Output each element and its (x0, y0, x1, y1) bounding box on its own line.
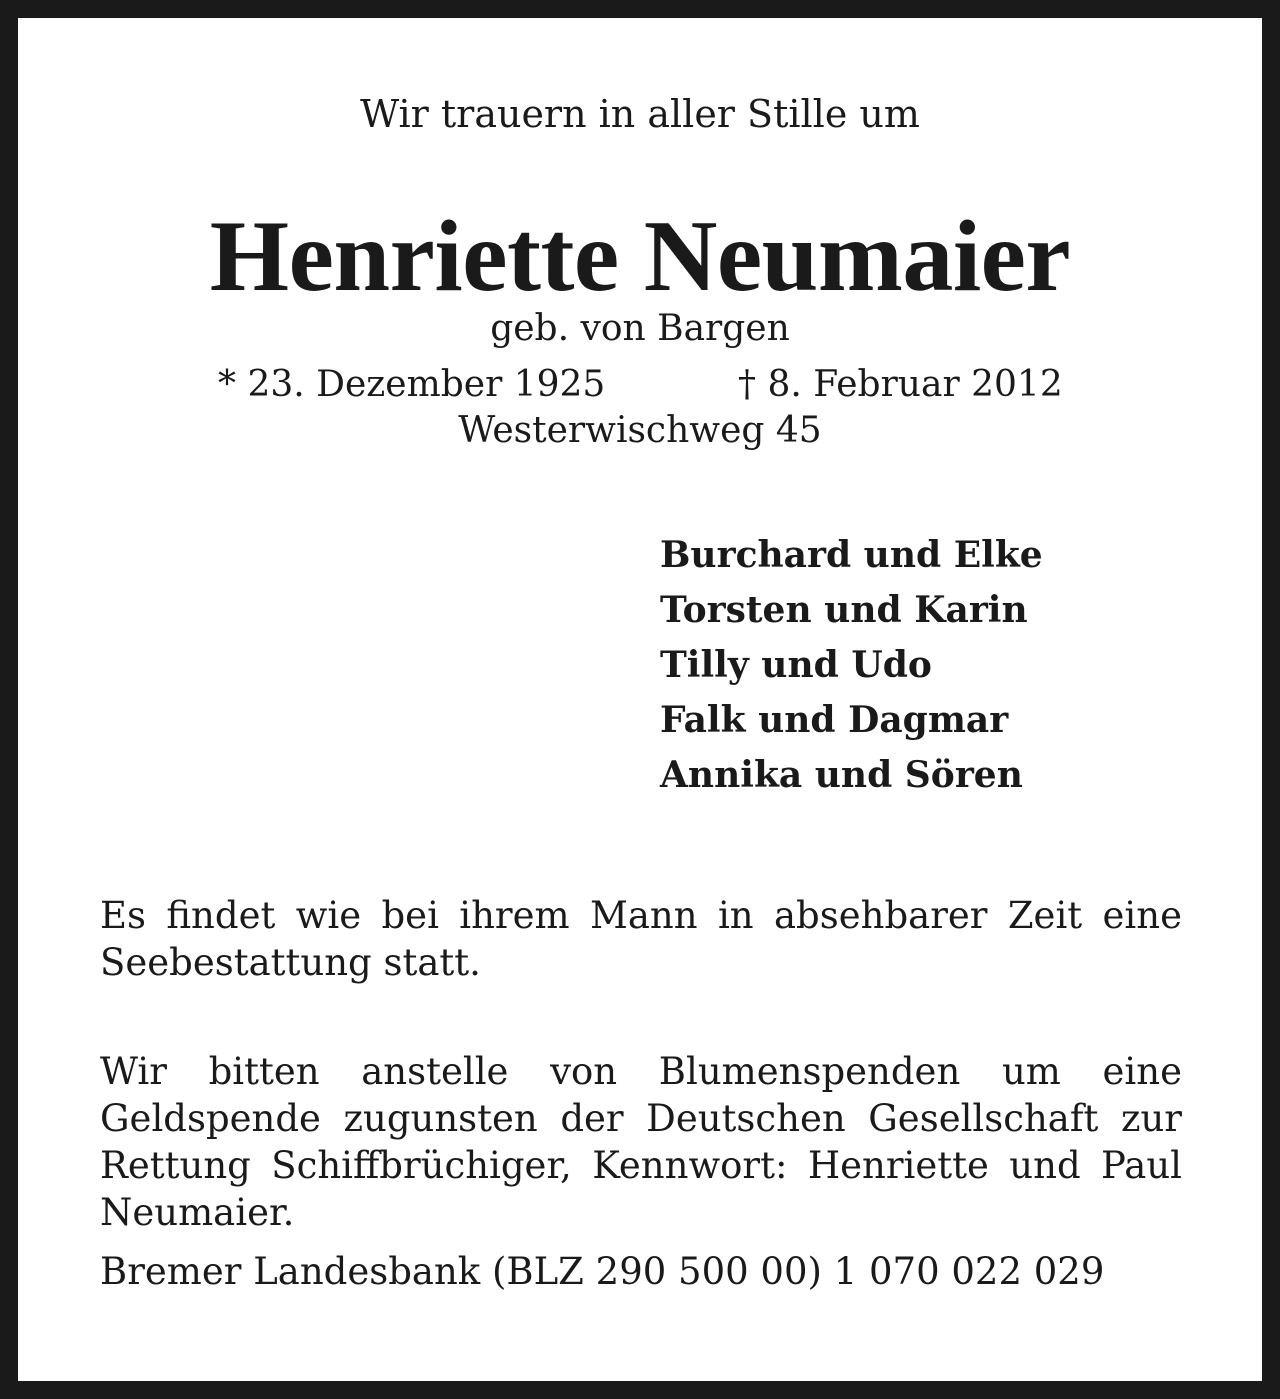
mourner-item: Torsten und Karin (660, 589, 1028, 631)
death-date: † 8. Februar 2012 (738, 364, 1063, 405)
bank-details: Bremer Landesbank (BLZ 290 500 00) 1 070 022 029 (100, 1250, 1105, 1293)
intro-line: Wir trauern in aller Stille um (360, 92, 920, 136)
mourner-item: Annika und Sören (660, 754, 1023, 796)
deceased-name: Henriette Neumaier (209, 200, 1071, 313)
address: Westerwischweg 45 (458, 410, 822, 451)
mourners-list (660, 528, 1043, 803)
mourner-item: Falk und Dagmar (660, 699, 1009, 741)
mourner-item: Tilly und Udo (660, 644, 932, 686)
mourner-item: Burchard und Elke (660, 534, 1043, 576)
donation-paragraph: Wir bitten anstelle von Blumenspenden um eine Geldspende zugunsten der Deutschen Gesellschaft zur Rettung Schiffbrüchiger, Kennwort: Henriette und Paul Neumaier. (100, 1050, 1182, 1234)
funeral-paragraph: Es findet wie bei ihrem Mann in absehbarer Zeit eine Seebestattung statt. (100, 894, 1182, 984)
birth-date: * 23. Dezember 1925 (218, 364, 606, 405)
birth-name: geb. von Bargen (490, 308, 790, 349)
